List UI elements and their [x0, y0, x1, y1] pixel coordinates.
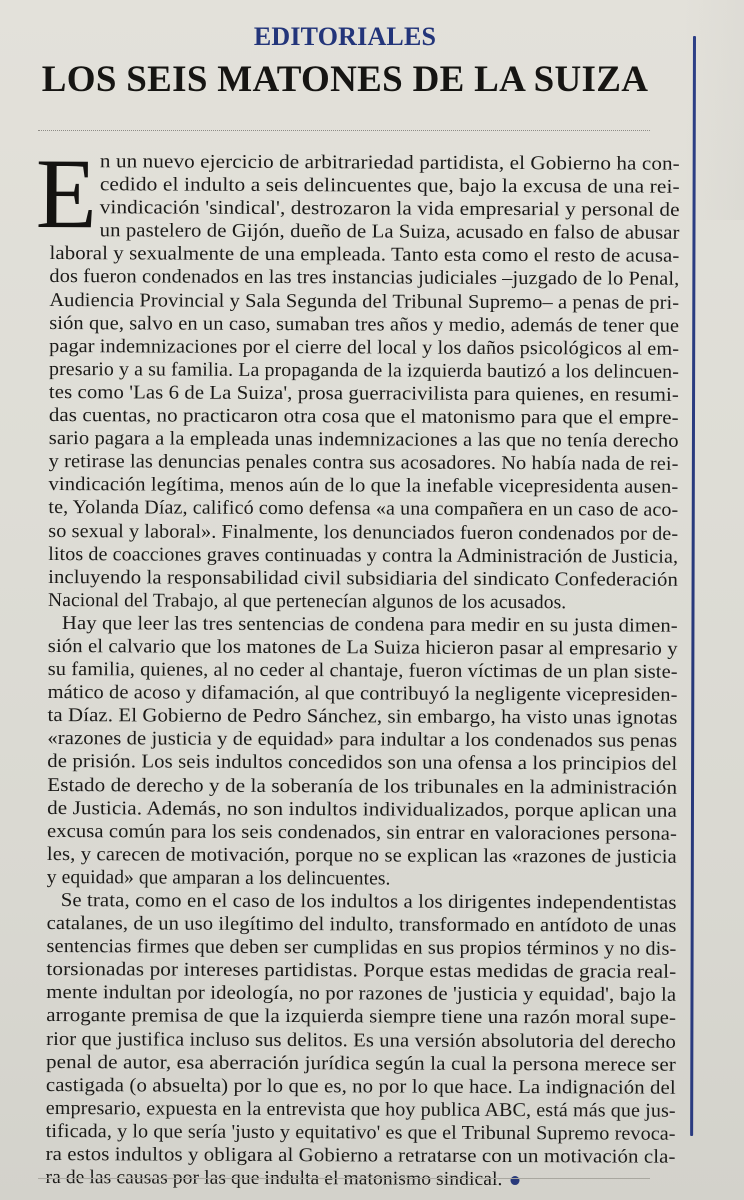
article-line: de Justicia. Además, no son indultos individualizados, porque aplican una [47, 797, 678, 822]
article-line: das cuentas, no practicaron otra cosa que el matonismo para que el empre- [48, 405, 679, 429]
article-line: te, Yolanda Díaz, calificó como defensa «a una compañera en un caso de aco- [48, 497, 679, 522]
article-line: incluyendo la responsabilidad civil subsidiaria del sindicato Confederación [48, 566, 679, 591]
article-line: penal de autor, esa aberración jurídica según la cual la persona merece ser [45, 1051, 676, 1076]
article-line: castigada (o absuelta) por lo que es, no por lo que hace. La indignación del [45, 1074, 676, 1099]
article-line: mente indultan por ideología, no por razones de 'justicia y equidad', bajo la [46, 982, 677, 1007]
article-line: dos fueron condenados en las tres instancias judiciales –juzgado de lo Penal, [49, 266, 680, 291]
article-line: Se trata, como en el caso de los indultos a los dirigentes independentistas [60, 890, 677, 914]
headline-rule [38, 130, 650, 131]
article-line: arrogante premisa de que la izquierda siempre tiene una razón moral supe- [46, 1005, 677, 1030]
article-lines [45, 150, 680, 1192]
article-line: laboral y sexualmente de una empleada. Tanto esta como el resto de acusa- [49, 243, 680, 268]
article-line: n un nuevo ejercicio de arbitrariedad partidista, el Gobierno ha con- [99, 151, 680, 175]
footer-rule [38, 1178, 650, 1179]
article-line: ra estos indultos y obligara al Gobierno a retratarse con un motivación cla- [45, 1144, 676, 1168]
article-line: pagar indemnizaciones por el cierre del local y los daños psicológicos al em- [49, 335, 680, 360]
article-line: litos de coacciones graves continuadas y contra la Administración de Justicia, [48, 543, 679, 568]
article-line: empresario, expuesta en la entrevista que hoy publica ABC, está más que jus- [45, 1097, 676, 1122]
article-line: un pastelero de Gijón, dueño de La Suiza, acusado en falso de abusar [99, 220, 680, 245]
section-label: EDITORIALES [253, 22, 437, 51]
article-line: rior que justifica incluso sus delitos. Es una versión absolutoria del derecho [46, 1028, 677, 1053]
article-line: tes como 'Las 6 de La Suiza', prosa guerracivilista para quienes, en resumi- [48, 381, 679, 406]
article-line: ra de las causas por las que indulta el matonismo sindical. [45, 1166, 675, 1192]
article-line: su familia, quienes, al no ceder al chantaje, fueron víctimas de un plan siste- [47, 659, 678, 683]
article-line: vindicación 'sindical', destrozaron la vida empresarial y personal de [99, 197, 680, 221]
article-body [35, 137, 680, 1192]
article-line: «razones de justicia y de equidad» para indultar a los condenados sus penas [47, 728, 678, 753]
article-line: torsionadas por intereses partidistas. Porque estas medidas de gracia real- [46, 959, 677, 984]
article-line: sión que, salvo en un caso, sumaban tres años y medio, además de tener que [49, 312, 680, 337]
article-line: sentencias firmes que deben ser cumplidas en sus propios términos y no dis- [46, 936, 677, 960]
article-line: sión el calvario que los matones de La Suiza hicieron pasar al empresario y [47, 635, 678, 660]
article-line: tificada, y lo que sería 'justo y equitativo' es que el Tribunal Supremo revoca- [45, 1120, 676, 1145]
article-line: cedido el indulto a seis delincuentes que, bajo la excusa de una rei- [99, 174, 680, 198]
article-line: de prisión. Los seis indultos concedidos son una ofensa a los principios del [47, 751, 678, 776]
article-line: ta Díaz. El Gobierno de Pedro Sánchez, sin embargo, ha visto unas ignotas [47, 705, 678, 729]
article-line: Audiencia Provincial y Sala Segunda del Tribunal Supremo– a penas de pri- [49, 289, 680, 314]
article-line: so sexual y laboral». Finalmente, los denunciados fueron condenados por de- [48, 520, 679, 545]
article-line: excusa común para los seis condenados, sin entrar en valoraciones persona- [46, 820, 677, 845]
article-line: les, y carecen de motivación, porque no se explican las «razones de justicia [46, 843, 677, 868]
article-line: Hay que leer las tres sentencias de condena para medir en su justa dimen- [61, 612, 678, 637]
headline: LOS SEIS MATONES DE LA SUIZA [41, 59, 649, 100]
article-line: presario y a su familia. La propaganda de la izquierda bautizó a los delincuen- [48, 358, 680, 383]
drop-cap: E [35, 137, 98, 250]
article-line: y retirase las denuncias penales contra sus acosadores. No había nada de rei- [48, 451, 679, 475]
article-line: vindicación legítima, menos aún de lo que la inefable vicepresidenta ausen- [48, 474, 679, 499]
article-line: catalanes, de un uso ilegítimo del indulto, transformado en antídoto de unas [46, 913, 677, 937]
article-line: Estado de derecho y de la soberanía de los tribunales en la administración [47, 774, 678, 799]
article-line: Nacional del Trabajo, al que pertenecían algunos de los acusados. [47, 589, 567, 614]
article-line: mático de acoso y difamación, al que contribuyó la negligente vicepresiden- [47, 682, 678, 706]
article-line: y equidad» que amparan a los delincuentes. [46, 866, 391, 890]
article-line: sario pagara a la empleada unas indemnizaciones a las que no tenía derecho [48, 428, 679, 452]
